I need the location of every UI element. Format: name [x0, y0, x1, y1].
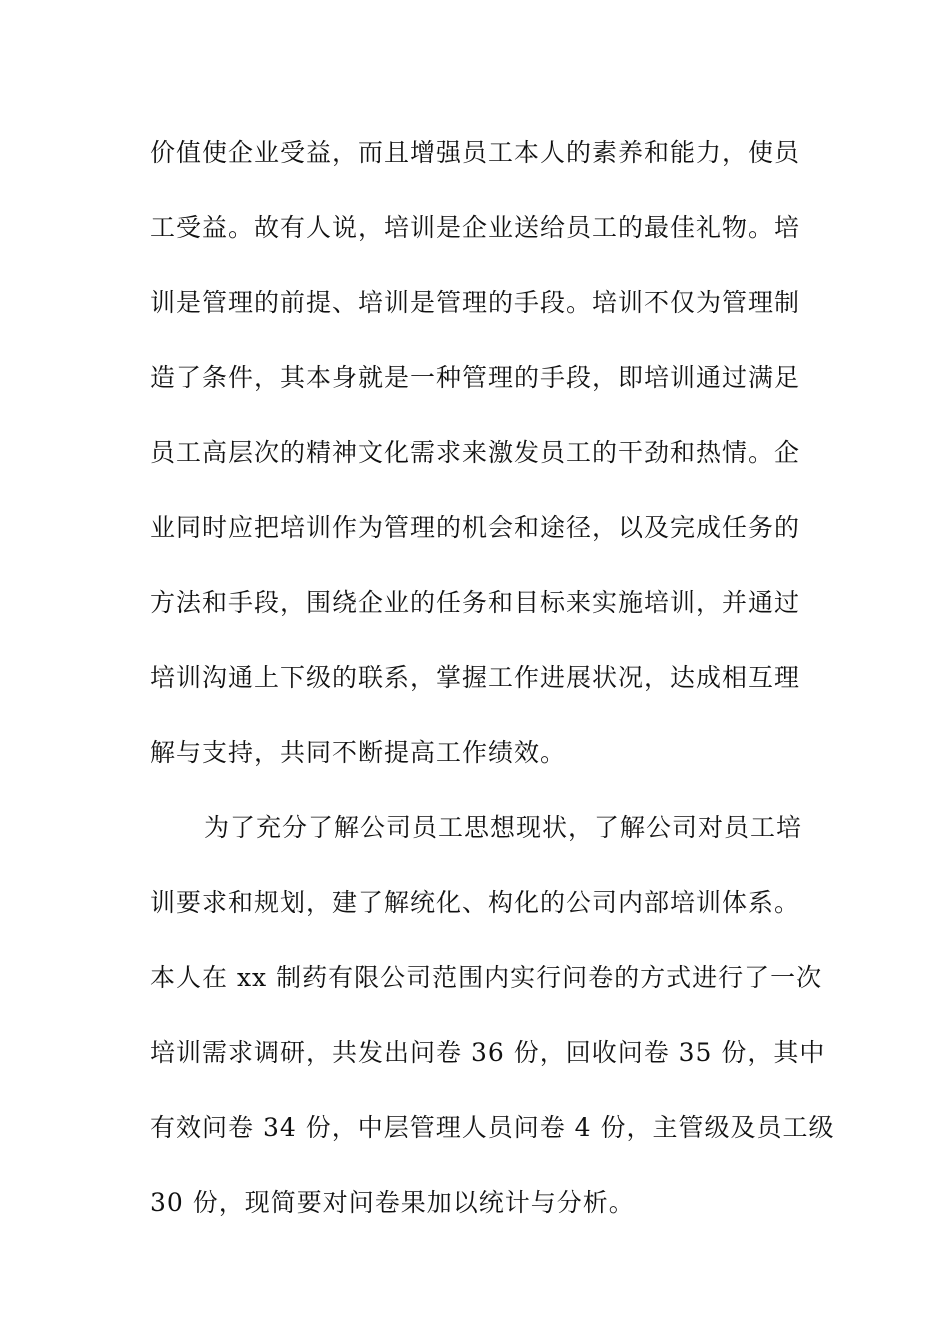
paragraph-1-line-4: 造了条件，其本身就是一种管理的手段，即培训通过满足 [150, 363, 801, 392]
paragraph-2-line-6: 30 份，现简要对问卷果加以统计与分析。 [150, 1188, 635, 1217]
paragraph-2-line-2: 训要求和规划，建了解统化、构化的公司内部培训体系。 [150, 888, 801, 917]
paragraph-1-line-8: 培训沟通上下级的联系，掌握工作进展状况，达成相互理 [150, 663, 801, 692]
paragraph-1-line-7: 方法和手段，围绕企业的任务和目标来实施培训，并通过 [150, 588, 801, 617]
paragraph-2-line-4: 培训需求调研，共发出问卷 36 份，回收问卷 35 份，其中 [150, 1038, 826, 1067]
paragraph-2-line-1: 为了充分了解公司员工思想现状，了解公司对员工培 [204, 813, 803, 842]
paragraph-2-line-3: 本人在 xx 制药有限公司范围内实行问卷的方式进行了一次 [150, 963, 823, 992]
paragraph-1-line-1: 价值使企业受益，而且增强员工本人的素养和能力，使员 [150, 138, 801, 167]
paragraph-2-line-5: 有效问卷 34 份，中层管理人员问卷 4 份，主管级及员工级 [150, 1113, 835, 1142]
paragraph-1-line-2: 工受益。故有人说，培训是企业送给员工的最佳礼物。培 [150, 213, 801, 242]
paragraph-1-line-3: 训是管理的前提、培训是管理的手段。培训不仅为管理制 [150, 288, 801, 317]
paragraph-1-line-5: 员工高层次的精神文化需求来激发员工的干劲和热情。企 [150, 438, 801, 467]
paragraph-1-line-6: 业同时应把培训作为管理的机会和途径，以及完成任务的 [150, 513, 801, 542]
paragraph-1-line-9: 解与支持，共同不断提高工作绩效。 [150, 738, 567, 767]
